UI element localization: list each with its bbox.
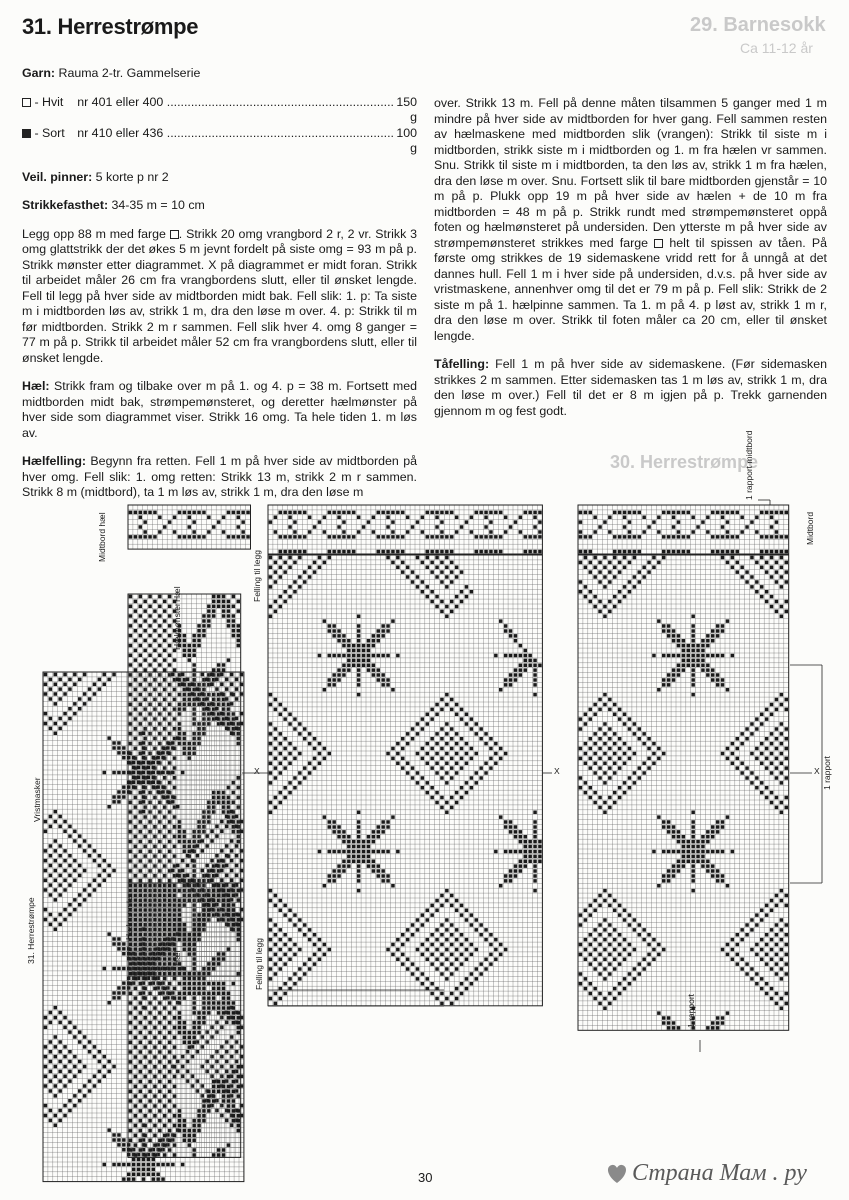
grid-leg-body bbox=[268, 555, 542, 1006]
grid-foot-midtbord-cells bbox=[579, 511, 788, 554]
ghost-title: 29. Barnesokk bbox=[690, 14, 826, 36]
grid-foot-body bbox=[578, 555, 789, 1030]
color-amount: 100 g bbox=[396, 125, 417, 155]
gauge-label: Strikkefasthet: bbox=[22, 198, 109, 212]
x-marker-right: X bbox=[814, 766, 820, 776]
hael-label: Hæl: bbox=[22, 379, 50, 393]
label-haelmonster-bottom: Hælmønster bbox=[124, 893, 134, 940]
x-marker-left: X bbox=[254, 766, 260, 776]
label-rapport-bottom: 1 rapport bbox=[686, 993, 696, 1028]
ghost-subtitle: Ca 11-12 år bbox=[740, 40, 813, 56]
watermark: Страна Мам . ру bbox=[632, 1160, 807, 1186]
tafelling-text: Fell 1 m på hver side av sidemaskene. (Før sidemasken strikkes 2 m sammen. Etter sidemasken tas 1 m løs av, strikk 1 m, dra den løse m over.) Fell til det er 8 m igjen på p. Trekk garnenden gjennom m og fest godt. bbox=[434, 357, 827, 418]
label-hael-bottom: Hæl bbox=[172, 950, 182, 966]
dot-leader: .................................................................. bbox=[163, 125, 394, 140]
continuation-text-b: helt til spissen av tåen. På første omg strikkes de 19 sidemaskene vridd rett for å unngå at det dannes hull. Fell 1 m i hver side på undersiden, d.v.s. på hver side av vristmaskene, annenhver omg til det er 79 m på p. Fell slik: Strikk de 2 siste m på 1. hælpinne sammen. Ta 1. m på 4. p løst av, strikk 1 m r, dra den løse m over. Strikk til foten måler ca 20 cm, eller til ønsket lengde. bbox=[434, 235, 827, 343]
grid-foot-midtbord bbox=[578, 505, 789, 554]
color-number: nr 410 eller 436 bbox=[77, 125, 164, 140]
color-amount: 150 g bbox=[396, 94, 417, 124]
haelfelling-label: Hælfelling: bbox=[22, 454, 87, 468]
yarn-value: Rauma 2-tr. Gammelserie bbox=[58, 66, 201, 80]
tafelling-label: Tåfelling: bbox=[434, 357, 490, 371]
needles-value: 5 korte p nr 2 bbox=[92, 169, 169, 184]
haelfelling-text: Begynn fra retten. Fell 1 m på hver side av midtborden på hver omg. Fell slik: 1. omg retten: Strikk 13 m, strikk 2 m r sammen. Strikk 8 m (midtbord), ta 1 m løs av, strikk 1 m, dra den løse m bbox=[22, 454, 417, 499]
label-rapport-right: 1 rapport bbox=[822, 755, 832, 790]
needles-label: Veil. pinner: bbox=[22, 169, 93, 184]
color-number: nr 401 eller 400 bbox=[77, 94, 164, 109]
color-name: - Hvit bbox=[34, 94, 64, 109]
yarn-label: Garn: bbox=[22, 66, 56, 80]
label-midtbord: Midtbord bbox=[805, 511, 815, 545]
legg-text-a: Legg opp 88 m med farge bbox=[22, 226, 170, 241]
heart-logo-icon bbox=[604, 1160, 630, 1186]
dot-leader: .................................................................. bbox=[163, 94, 394, 109]
grid-foot-body-gridlines bbox=[578, 555, 789, 1030]
label-side-tag: 31. Herrestrømpe bbox=[26, 897, 36, 964]
page-title: 31. Herrestrømpe bbox=[22, 14, 199, 39]
label-felling-top: Felling til legg bbox=[252, 550, 262, 602]
continuation-text: over. Strikk 13 m. Fell på denne måten tilsammen 5 ganger med 1 m mindre på hver side av midtborden for hver gang. Fell sammen resten av hælmaskene med midtborden slik (vrangen): Strikk til siste m i midtborden, strikk siste m i midtborden og 1. m fra hælen vr sammen. Snu. Strikk til siste m i midtborden, ta den løs av, strikk 1 m fra hælen, dra den løse m over. Snu. Fortsett slik til bare midtborden gjenstår = 10 m på p. Plukk opp 19 m på hver side av hælen + de 10 m fra midtborden = 48 m på p. Strikk rundt med strømpemønsteret oppå foten og hælmønsteret på undersiden. Den ytterste m på hver side av strømpemønsteret strikkes med farge bbox=[434, 96, 827, 250]
legg-text-b: . Strikk 20 omg vrangbord 2 r, 2 vr. Strikk 3 omg glattstrikk der det økes 5 m jevnt fordelt på siste omg = 93 m på p. Strikk mønster etter diagrammet. X på diagrammet er midt foran. Strikk til arbeidet måler 26 cm fra vrangbordens slutt, eller til ønsket lengde. Fell til legg på hver side av midtborden midt bak. Fell slik: 1. p: Ta siste m i midtborden løs av, strikk 1 m, dra den løse m over. 4. p: Strikk til m før midtborden. Strikk 2 m r sammen. Fell slik hver 4. omg 8 ganger = 77 m på p. Strikk til arbeidet måler 52 cm fra vrangbordens slutt, eller til ønsket lengde. bbox=[22, 226, 418, 365]
ghost-mid-title: 30. Herrestrømpe bbox=[610, 452, 759, 472]
color-name: - Sort bbox=[34, 125, 65, 140]
grid-leg-midtbord bbox=[268, 505, 542, 554]
grid-foot-body-frame bbox=[578, 555, 789, 1030]
x-marker-middle: X bbox=[554, 766, 560, 776]
label-hael-top: Hæl bbox=[172, 586, 182, 602]
grid-heel-midtbord bbox=[128, 505, 251, 549]
label-haelmonster-top: Hælmønster bbox=[172, 603, 182, 650]
page-number: 30 bbox=[418, 1170, 433, 1185]
grid-foot-body-cells bbox=[579, 556, 788, 1030]
hael-text: Strikk fram og tilbake over m på 1. og 4. p = 38 m. Fortsett med midtborden midt bak, strømpemønsteret, og deretter hælmønster på hver side som diagrammet viser. Strikk 16 omg. Ta hele tiden 1. m løs av. bbox=[22, 379, 417, 440]
label-rapport-midtbord: 1 rapport midtbord bbox=[744, 430, 754, 500]
label-vristmasker: Vristmasker bbox=[32, 777, 42, 822]
label-felling-bottom: Felling til legg bbox=[254, 938, 264, 990]
label-midtbord-hael: Midtbord hæl bbox=[97, 512, 107, 562]
gauge-value: 34-35 m = 10 cm bbox=[108, 198, 205, 212]
